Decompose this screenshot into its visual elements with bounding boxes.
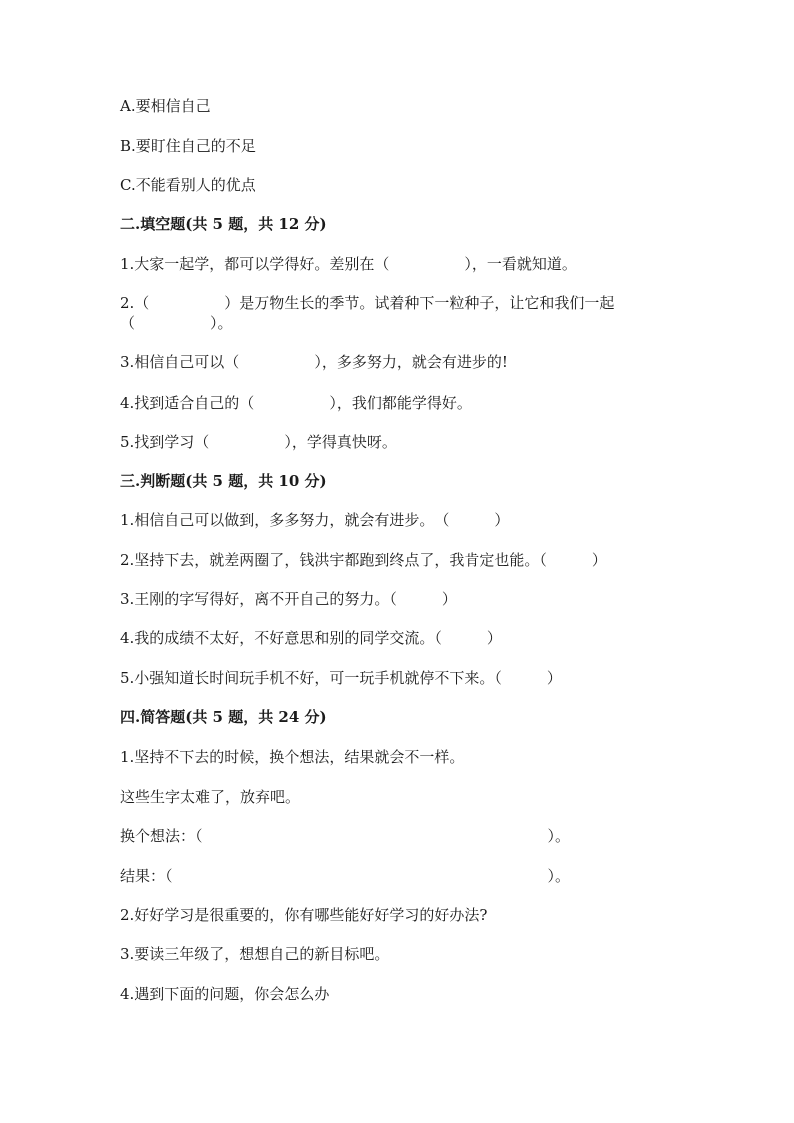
section-heading-fill-blank: 二.填空题(共 5 题，共 12 分)	[120, 215, 327, 233]
option-b: B.要盯住自己的不足	[120, 137, 256, 155]
true-false-question-1: 1.相信自己可以做到，多多努力，就会有进步。 （ ）	[120, 511, 510, 529]
true-false-question-2: 2.坚持下去，就差两圈了，钱洪宇都跑到终点了，我肯定也能。（ ）	[120, 551, 607, 569]
true-false-question-5: 5.小强知道长时间玩手机不好，可一玩手机就停不下来。（ ）	[120, 669, 562, 687]
section-heading-true-false: 三.判断题(共 5 题，共 10 分)	[120, 472, 327, 490]
short-answer-question-4: 4.遇到下面的问题，你会怎么办	[120, 985, 330, 1003]
fill-blank-question-1: 1.大家一起学，都可以学得好。差别在（ ），一看就知道。	[120, 255, 577, 273]
short-answer-result: 结果：（ ）。	[120, 867, 571, 885]
true-false-question-3: 3.王刚的字写得好，离不开自己的努力。（ ）	[120, 590, 457, 608]
section-heading-short-answer: 四.简答题(共 5 题，共 24 分)	[120, 708, 327, 726]
short-answer-question-2: 2.好好学习是很重要的，你有哪些能好好学习的好办法?	[120, 906, 488, 924]
short-answer-new-idea: 换个想法：（ ）。	[120, 827, 571, 845]
short-answer-question-3: 3.要读三年级了，想想自己的新目标吧。	[120, 945, 390, 963]
short-answer-prompt: 这些生字太难了，放弃吧。	[120, 788, 301, 806]
option-a: A.要相信自己	[120, 97, 211, 115]
fill-blank-question-5: 5.找到学习（ ），学得真快呀。	[120, 433, 397, 451]
fill-blank-question-2: 2.（ ）是万物生长的季节。试着种下一粒种子，让它和我们一起	[120, 294, 615, 312]
fill-blank-question-3: 3.相信自己可以（ ），多多努力，就会有进步的!	[120, 353, 508, 371]
short-answer-question-1: 1.坚持不下去的时候，换个想法，结果就会不一样。	[120, 748, 465, 766]
true-false-question-4: 4.我的成绩不太好，不好意思和别的同学交流。（ ）	[120, 629, 502, 647]
fill-blank-question-2-cont: （ ）。	[120, 314, 233, 332]
option-c: C.不能看别人的优点	[120, 176, 256, 194]
fill-blank-question-4: 4.找到适合自己的（ ），我们都能学得好。	[120, 394, 472, 412]
